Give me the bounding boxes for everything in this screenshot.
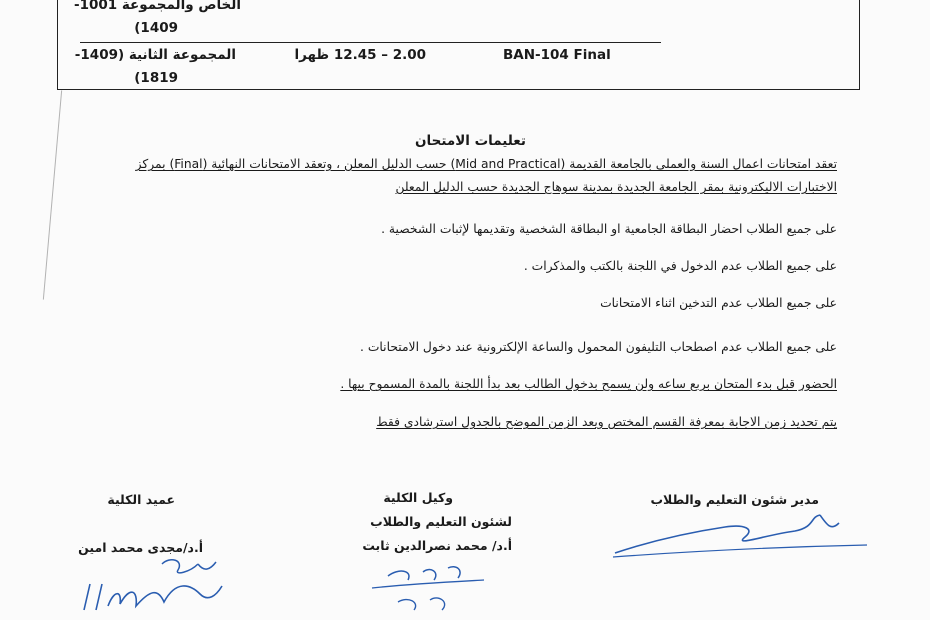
row1-group-line1: الخاص والمجموعة 1001- xyxy=(73,0,241,13)
director-signature xyxy=(605,505,875,565)
vice-dean-signature xyxy=(368,558,488,620)
vice-dean-name: أ.د/ محمد نصرالدين ثابت xyxy=(362,538,512,553)
row2-group-line1: المجموعة الثانية (1409- xyxy=(74,47,236,63)
instructions-intro-line1: تعقد امتحانات اعمال السنة والعملى بالجامعة القديمة (Mid and Practical) حسب الدليل المعلن ، وتعقد الامتحانات النهائية (Final) بمركز xyxy=(135,157,837,171)
instruction-item: على جميع الطلاب عدم التدخين اثناء الامتحانات xyxy=(600,296,837,310)
row2-exam: BAN-104 Final xyxy=(503,47,611,63)
dean-name: أ.د/مجدى محمد امين xyxy=(78,540,203,555)
scan-margin-line xyxy=(43,90,62,299)
row1-group-line2: (1409 xyxy=(134,20,178,36)
dean-title: عميد الكلية xyxy=(107,492,175,507)
instructions-title: تعليمات الامتحان xyxy=(415,133,526,149)
dean-signature xyxy=(80,550,230,620)
instruction-item: على جميع الطلاب عدم اصطحاب التليفون المحمول والساعة الإلكترونية عند دخول الامتحانات . xyxy=(360,340,837,354)
vice-dean-title: وكيل الكلية xyxy=(383,490,453,505)
row2-time: 2.00 – 12.45 ظهرا xyxy=(294,47,426,63)
instruction-note-attendance: الحضور قبل بدء المتحان بربع ساعه ولن يسمح بدخول الطالب بعد بدأ اللجنة بالمدة المسموح بيها . xyxy=(340,377,837,391)
instruction-item: على جميع الطلاب احضار البطاقة الجامعية او البطاقة الشخصية وتقديمها لإثبات الشخصية . xyxy=(381,222,837,236)
table-row-divider xyxy=(80,42,661,43)
instruction-note-answer-time: يتم تحديد زمن الاجابة بمعرفة القسم المختص ويعد الزمن الموضح بالجدول استرشادى فقط xyxy=(376,415,837,429)
director-title: مدير شئون التعليم والطلاب xyxy=(650,492,819,507)
row2-group-line2: (1819 xyxy=(134,70,178,86)
instruction-item: على جميع الطلاب عدم الدخول في اللجنة بالكتب والمذكرات . xyxy=(523,259,837,273)
vice-dean-title-line2: لشئون التعليم والطلاب xyxy=(370,514,512,529)
instructions-intro-line2: الاختبارات الاليكترونية بمقر الجامعة الجديدة بمدينة سوهاج الجديدة حسب الدليل المعلن xyxy=(395,180,837,194)
